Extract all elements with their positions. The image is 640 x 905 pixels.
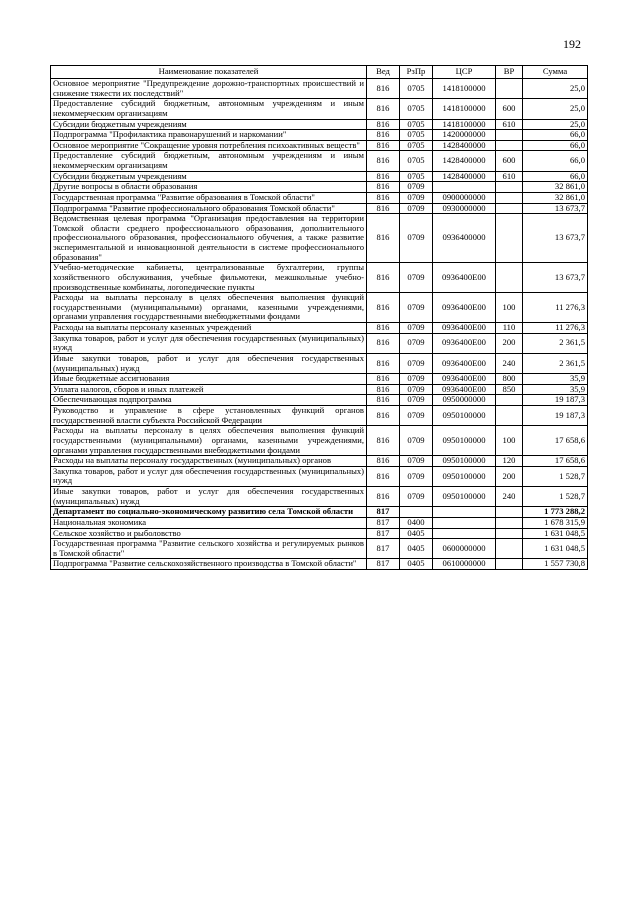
row-vr-cell xyxy=(496,79,523,99)
row-sum-cell: 11 276,3 xyxy=(523,293,588,323)
table-row xyxy=(51,293,588,323)
row-name-cell: Иные бюджетные ассигнования xyxy=(51,374,367,385)
row-vr-cell xyxy=(496,517,523,528)
row-rzpr-cell: 0705 xyxy=(400,79,433,99)
table-row xyxy=(51,384,588,395)
row-name-cell: Закупка товаров, работ и услуг для обеспечения государственных (муниципальных) нужд xyxy=(51,333,367,353)
row-rzpr-cell: 0709 xyxy=(400,487,433,507)
row-ved-cell: 816 xyxy=(367,395,400,406)
row-name-cell: Государственная программа "Развитие сельского хозяйства и регулируемых рынков в Томской области" xyxy=(51,539,367,559)
row-vr-cell xyxy=(496,182,523,193)
table-row xyxy=(51,374,588,385)
row-ved-cell: 816 xyxy=(367,130,400,141)
row-sum-cell: 25,0 xyxy=(523,99,588,119)
row-ved-cell: 816 xyxy=(367,466,400,486)
table-row xyxy=(51,263,588,293)
row-csr-cell: 0936400000 xyxy=(433,214,496,263)
table-row xyxy=(51,130,588,141)
row-ved-cell: 816 xyxy=(367,456,400,467)
table-row xyxy=(51,517,588,528)
row-sum-cell: 25,0 xyxy=(523,119,588,130)
table-row xyxy=(51,203,588,214)
row-name-cell: Департамент по социально-экономическому развитию села Томской области xyxy=(51,507,367,518)
row-name-cell: Обеспечивающая подпрограмма xyxy=(51,395,367,406)
row-ved-cell: 816 xyxy=(367,151,400,171)
row-sum-cell: 19 187,3 xyxy=(523,406,588,426)
row-ved-cell: 816 xyxy=(367,426,400,456)
row-name-cell: Закупка товаров, работ и услуг для обеспечения государственных (муниципальных) нужд xyxy=(51,466,367,486)
row-rzpr-cell: 0709 xyxy=(400,406,433,426)
row-sum-cell: 17 658,6 xyxy=(523,456,588,467)
row-vr-cell xyxy=(496,263,523,293)
row-ved-cell: 817 xyxy=(367,528,400,539)
table-row xyxy=(51,395,588,406)
page-number: 192 xyxy=(563,37,581,51)
table-row xyxy=(51,182,588,193)
row-csr-cell: 1418100000 xyxy=(433,99,496,119)
row-sum-cell: 1 631 048,5 xyxy=(523,539,588,559)
row-name-cell: Учебно-методические кабинеты, централизованные бухгалтерии, группы хозяйственного обслуживания, учебные фильмотеки, межшкольные учебно-производственные комбинаты, логопедические пункты xyxy=(51,263,367,293)
row-ved-cell: 816 xyxy=(367,487,400,507)
row-rzpr-cell: 0709 xyxy=(400,384,433,395)
row-rzpr-cell: 0705 xyxy=(400,140,433,151)
row-sum-cell: 1 557 730,8 xyxy=(523,559,588,570)
row-rzpr-cell: 0405 xyxy=(400,528,433,539)
row-csr-cell: 1428400000 xyxy=(433,151,496,171)
row-rzpr-cell: 0709 xyxy=(400,214,433,263)
row-vr-cell xyxy=(496,528,523,539)
table-row xyxy=(51,528,588,539)
row-ved-cell: 816 xyxy=(367,333,400,353)
table-row xyxy=(51,333,588,353)
row-name-cell: Государственная программа "Развитие образования в Томской области" xyxy=(51,192,367,203)
row-ved-cell: 816 xyxy=(367,99,400,119)
row-name-cell: Другие вопросы в области образования xyxy=(51,182,367,193)
row-vr-cell: 200 xyxy=(496,466,523,486)
row-ved-cell: 817 xyxy=(367,517,400,528)
row-csr-cell: 0610000000 xyxy=(433,559,496,570)
row-ved-cell: 816 xyxy=(367,79,400,99)
row-rzpr-cell: 0709 xyxy=(400,192,433,203)
row-sum-cell: 35,9 xyxy=(523,374,588,385)
row-vr-cell: 240 xyxy=(496,487,523,507)
row-vr-cell xyxy=(496,406,523,426)
row-rzpr-cell: 0709 xyxy=(400,466,433,486)
row-ved-cell: 816 xyxy=(367,203,400,214)
row-rzpr-cell: 0709 xyxy=(400,182,433,193)
row-name-cell: Субсидии бюджетным учреждениям xyxy=(51,171,367,182)
row-sum-cell: 32 861,0 xyxy=(523,182,588,193)
row-csr-cell: 0600000000 xyxy=(433,539,496,559)
row-vr-cell xyxy=(496,395,523,406)
row-csr-cell: 0936400Е00 xyxy=(433,353,496,373)
row-rzpr-cell: 0709 xyxy=(400,333,433,353)
row-csr-cell: 0936400Е00 xyxy=(433,293,496,323)
row-name-cell: Подпрограмма "Профилактика правонарушений и наркомании" xyxy=(51,130,367,141)
row-sum-cell: 66,0 xyxy=(523,130,588,141)
row-ved-cell: 816 xyxy=(367,374,400,385)
row-rzpr-cell: 0709 xyxy=(400,353,433,373)
row-sum-cell: 17 658,6 xyxy=(523,426,588,456)
row-vr-cell xyxy=(496,203,523,214)
row-vr-cell xyxy=(496,214,523,263)
row-ved-cell: 817 xyxy=(367,539,400,559)
row-name-cell: Основное мероприятие "Предупреждение дорожно-транспортных происшествий и снижение тяжести их последствий" xyxy=(51,79,367,99)
table-row xyxy=(51,140,588,151)
header-name: Наименование показателей xyxy=(51,66,367,79)
row-csr-cell: 0936400Е00 xyxy=(433,263,496,293)
row-csr-cell: 1418100000 xyxy=(433,119,496,130)
row-csr-cell xyxy=(433,517,496,528)
row-sum-cell: 25,0 xyxy=(523,79,588,99)
row-sum-cell: 66,0 xyxy=(523,151,588,171)
row-vr-cell xyxy=(496,192,523,203)
row-name-cell: Национальная экономика xyxy=(51,517,367,528)
row-vr-cell: 100 xyxy=(496,426,523,456)
row-rzpr-cell: 0705 xyxy=(400,151,433,171)
row-vr-cell: 200 xyxy=(496,333,523,353)
row-vr-cell: 610 xyxy=(496,119,523,130)
table-row xyxy=(51,151,588,171)
row-rzpr-cell: 0709 xyxy=(400,395,433,406)
table-row xyxy=(51,353,588,373)
row-name-cell: Подпрограмма "Развитие сельскохозяйственного производства в Томской области" xyxy=(51,559,367,570)
row-name-cell: Сельское хозяйство и рыболовство xyxy=(51,528,367,539)
row-sum-cell: 66,0 xyxy=(523,171,588,182)
row-vr-cell: 110 xyxy=(496,323,523,334)
row-ved-cell: 816 xyxy=(367,140,400,151)
row-name-cell: Предоставление субсидий бюджетным, автономным учреждениям и иным некоммерческим организациям xyxy=(51,151,367,171)
row-csr-cell: 0936400Е00 xyxy=(433,333,496,353)
row-csr-cell: 1428400000 xyxy=(433,171,496,182)
row-rzpr-cell: 0709 xyxy=(400,203,433,214)
row-ved-cell: 816 xyxy=(367,192,400,203)
row-csr-cell xyxy=(433,182,496,193)
header-rzpr: РзПр xyxy=(400,66,433,79)
row-vr-cell: 100 xyxy=(496,293,523,323)
row-sum-cell: 66,0 xyxy=(523,140,588,151)
table-row xyxy=(51,99,588,119)
row-vr-cell: 850 xyxy=(496,384,523,395)
header-ved: Вед xyxy=(367,66,400,79)
row-csr-cell: 0950000000 xyxy=(433,395,496,406)
row-name-cell: Субсидии бюджетным учреждениям xyxy=(51,119,367,130)
row-rzpr-cell: 0709 xyxy=(400,293,433,323)
row-rzpr-cell: 0709 xyxy=(400,323,433,334)
row-csr-cell: 0950100000 xyxy=(433,487,496,507)
table-row xyxy=(51,171,588,182)
row-csr-cell xyxy=(433,507,496,518)
table-row xyxy=(51,426,588,456)
row-sum-cell: 2 361,5 xyxy=(523,333,588,353)
row-vr-cell xyxy=(496,140,523,151)
row-name-cell: Расходы на выплаты персоналу в целях обеспечения выполнения функций государственными (муниципальными) органами, казенными учреждениями, органами управления государственными внебюджетными фондами xyxy=(51,426,367,456)
row-rzpr-cell: 0705 xyxy=(400,119,433,130)
row-sum-cell: 19 187,3 xyxy=(523,395,588,406)
row-rzpr-cell: 0400 xyxy=(400,517,433,528)
header-sum: Сумма xyxy=(523,66,588,79)
table-header-row xyxy=(51,66,588,79)
row-ved-cell: 817 xyxy=(367,507,400,518)
row-sum-cell: 13 673,7 xyxy=(523,203,588,214)
row-sum-cell: 13 673,7 xyxy=(523,214,588,263)
row-csr-cell: 0936400Е00 xyxy=(433,384,496,395)
row-vr-cell: 610 xyxy=(496,171,523,182)
row-rzpr-cell xyxy=(400,507,433,518)
row-csr-cell: 0936400Е00 xyxy=(433,374,496,385)
row-rzpr-cell: 0709 xyxy=(400,426,433,456)
row-sum-cell: 13 673,7 xyxy=(523,263,588,293)
row-name-cell: Ведомственная целевая программа "Организация предоставления на территории Томской области среднего профессионального образования, дополнительного профессионального образования, профессионального обучения, а также развитие экспериментальной и инновационной деятельности в системе профессионального образования" xyxy=(51,214,367,263)
table-row xyxy=(51,466,588,486)
row-vr-cell xyxy=(496,130,523,141)
row-rzpr-cell: 0709 xyxy=(400,263,433,293)
row-ved-cell: 816 xyxy=(367,171,400,182)
row-rzpr-cell: 0405 xyxy=(400,559,433,570)
row-csr-cell: 0950100000 xyxy=(433,456,496,467)
row-rzpr-cell: 0709 xyxy=(400,374,433,385)
table-row xyxy=(51,119,588,130)
row-csr-cell xyxy=(433,528,496,539)
row-name-cell: Расходы на выплаты персоналу казенных учреждений xyxy=(51,323,367,334)
row-ved-cell: 816 xyxy=(367,182,400,193)
row-name-cell: Расходы на выплаты персоналу в целях обеспечения выполнения функций государственными (муниципальными) органами, казенными учреждениями, органами управления государственными внебюджетными фондами xyxy=(51,293,367,323)
header-csr: ЦСР xyxy=(433,66,496,79)
table-row xyxy=(51,456,588,467)
row-vr-cell: 800 xyxy=(496,374,523,385)
table-row xyxy=(51,406,588,426)
row-name-cell: Предоставление субсидий бюджетным, автономным учреждениям и иным некоммерческим организациям xyxy=(51,99,367,119)
row-ved-cell: 816 xyxy=(367,384,400,395)
row-sum-cell: 2 361,5 xyxy=(523,353,588,373)
row-ved-cell: 816 xyxy=(367,119,400,130)
row-ved-cell: 816 xyxy=(367,406,400,426)
row-csr-cell: 0950100000 xyxy=(433,466,496,486)
row-sum-cell: 35,9 xyxy=(523,384,588,395)
row-rzpr-cell: 0709 xyxy=(400,456,433,467)
row-vr-cell: 600 xyxy=(496,99,523,119)
row-ved-cell: 816 xyxy=(367,353,400,373)
table-row xyxy=(51,323,588,334)
table-row xyxy=(51,507,588,518)
table-row xyxy=(51,214,588,263)
row-ved-cell: 817 xyxy=(367,559,400,570)
row-ved-cell: 816 xyxy=(367,263,400,293)
row-sum-cell: 1 773 288,2 xyxy=(523,507,588,518)
row-sum-cell: 1 528,7 xyxy=(523,466,588,486)
row-csr-cell: 0930000000 xyxy=(433,203,496,214)
row-csr-cell: 0936400Е00 xyxy=(433,323,496,334)
row-vr-cell xyxy=(496,559,523,570)
row-rzpr-cell: 0705 xyxy=(400,99,433,119)
row-name-cell: Основное мероприятие "Сокращение уровня потребления психоактивных веществ" xyxy=(51,140,367,151)
row-ved-cell: 816 xyxy=(367,323,400,334)
row-vr-cell: 120 xyxy=(496,456,523,467)
row-vr-cell: 240 xyxy=(496,353,523,373)
row-sum-cell: 11 276,3 xyxy=(523,323,588,334)
table-row xyxy=(51,79,588,99)
row-csr-cell: 0950100000 xyxy=(433,406,496,426)
row-vr-cell: 600 xyxy=(496,151,523,171)
row-csr-cell: 1428400000 xyxy=(433,140,496,151)
table-body xyxy=(51,79,588,570)
row-rzpr-cell: 0705 xyxy=(400,171,433,182)
row-name-cell: Уплата налогов, сборов и иных платежей xyxy=(51,384,367,395)
row-name-cell: Руководство и управление в сфере установленных функций органов государственной власти субъекта Российской Федерации xyxy=(51,406,367,426)
table-row xyxy=(51,192,588,203)
budget-table xyxy=(50,65,588,570)
row-ved-cell: 816 xyxy=(367,293,400,323)
row-rzpr-cell: 0705 xyxy=(400,130,433,141)
row-rzpr-cell: 0405 xyxy=(400,539,433,559)
row-name-cell: Расходы на выплаты персоналу государственных (муниципальных) органов xyxy=(51,456,367,467)
row-sum-cell: 1 528,7 xyxy=(523,487,588,507)
table-row xyxy=(51,539,588,559)
header-vr: ВР xyxy=(496,66,523,79)
row-vr-cell xyxy=(496,539,523,559)
row-sum-cell: 1 678 315,9 xyxy=(523,517,588,528)
row-vr-cell xyxy=(496,507,523,518)
row-csr-cell: 1418100000 xyxy=(433,79,496,99)
row-sum-cell: 32 861,0 xyxy=(523,192,588,203)
row-name-cell: Иные закупки товаров, работ и услуг для обеспечения государственных (муниципальных) нужд xyxy=(51,353,367,373)
row-csr-cell: 0950100000 xyxy=(433,426,496,456)
table-row xyxy=(51,559,588,570)
row-sum-cell: 1 631 048,5 xyxy=(523,528,588,539)
table-row xyxy=(51,487,588,507)
row-csr-cell: 1420000000 xyxy=(433,130,496,141)
row-ved-cell: 816 xyxy=(367,214,400,263)
row-name-cell: Иные закупки товаров, работ и услуг для обеспечения государственных (муниципальных) нужд xyxy=(51,487,367,507)
row-csr-cell: 0900000000 xyxy=(433,192,496,203)
row-name-cell: Подпрограмма "Развитие профессионального образования Томской области" xyxy=(51,203,367,214)
